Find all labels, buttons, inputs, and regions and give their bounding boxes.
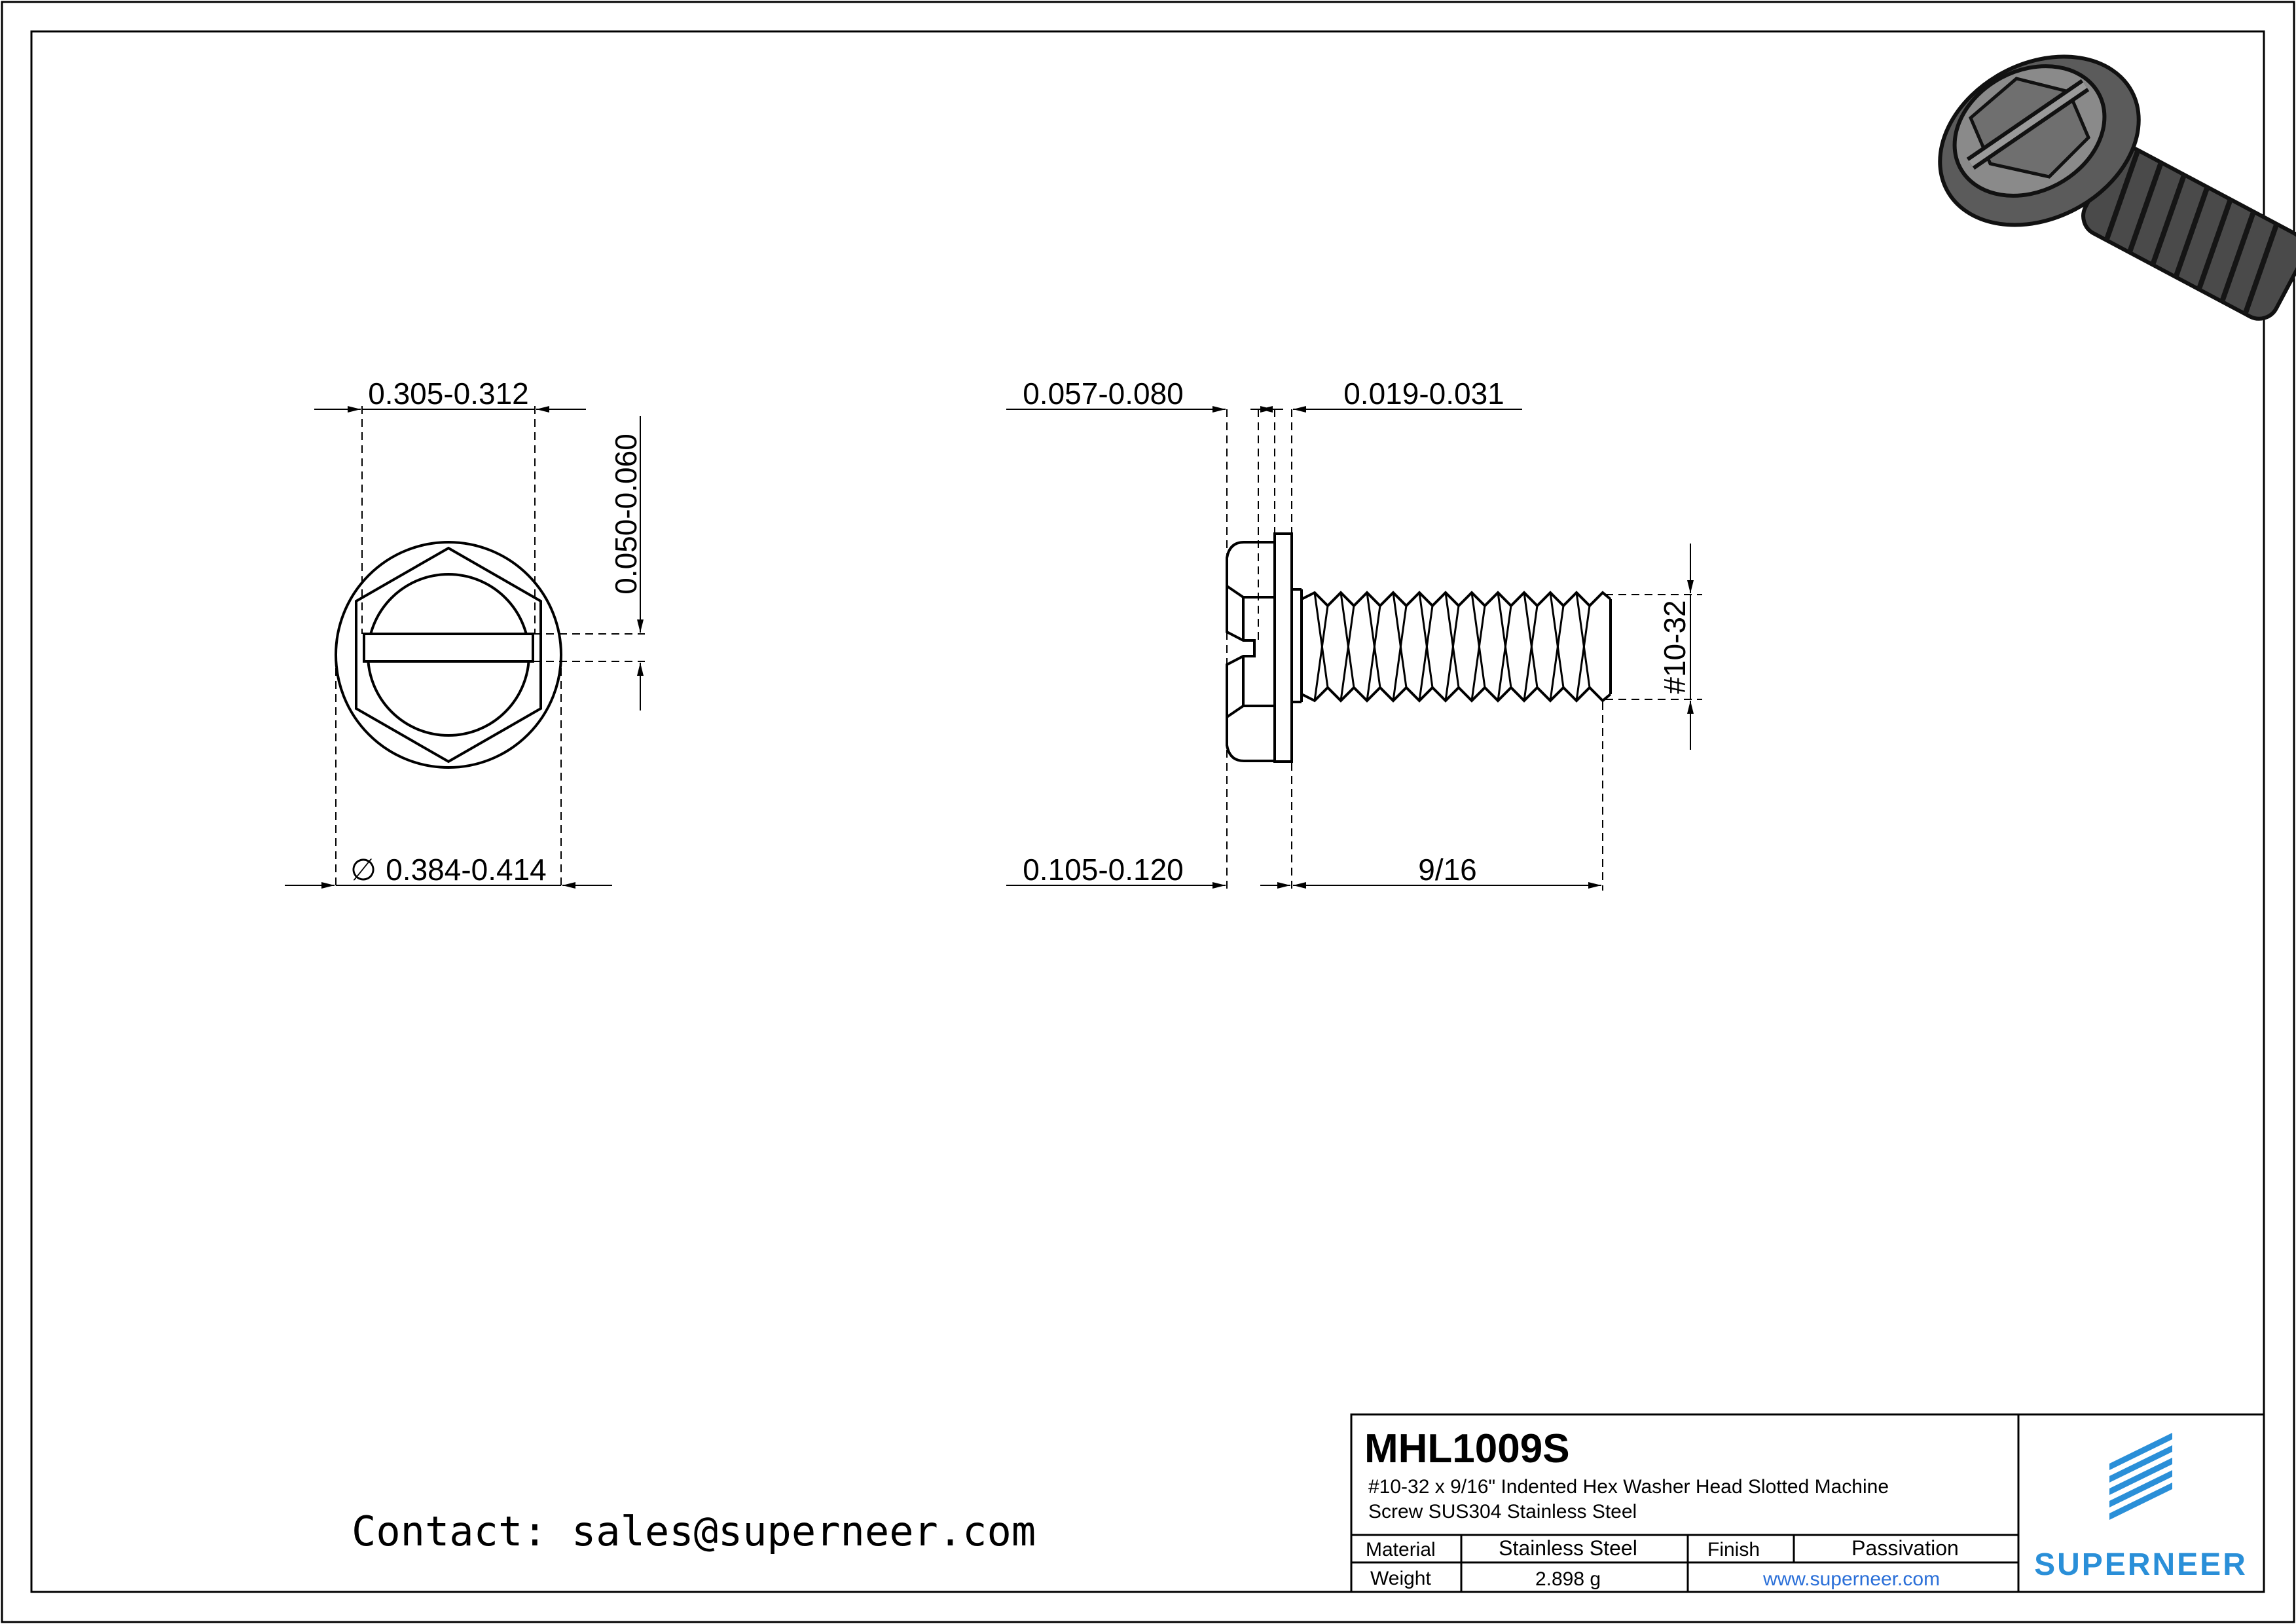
finish-label: Finish [1707, 1539, 1760, 1560]
finish-value: Passivation [1851, 1536, 1959, 1560]
outer-border [2, 2, 2294, 1622]
weight-label: Weight [1370, 1568, 1431, 1589]
top-right-dim-label: 0.019-0.031 [1343, 377, 1504, 411]
washer-diameter-label: 0.384-0.414 [386, 853, 547, 887]
thread-top-edge [1302, 593, 1611, 606]
front-view [285, 377, 645, 891]
slot-width-label: 0.305-0.312 [368, 377, 529, 411]
thread-bottom-edge [1302, 688, 1611, 701]
top-left-dim-label: 0.057-0.080 [1023, 377, 1184, 411]
weight-value: 2.898 g [1535, 1568, 1601, 1590]
slot [364, 634, 533, 661]
inner-border [31, 31, 2264, 1592]
hex-head-profile [1227, 542, 1275, 761]
material-label: Material [1366, 1539, 1436, 1560]
website-link[interactable]: www.superneer.com [1762, 1568, 1941, 1590]
side-view [1006, 377, 1702, 891]
screw-3d-icon [1910, 24, 2296, 326]
bottom-left-dim-label: 0.105-0.120 [1023, 853, 1184, 887]
description-line-1: #10-32 x 9/16" Indented Hex Washer Head Slotted Machine [1368, 1476, 1889, 1498]
title-block [1351, 1414, 2264, 1592]
washer-flange [1275, 534, 1292, 762]
contact-text: Contact: sales@superneer.com [352, 1507, 1036, 1555]
length-label: 9/16 [1418, 853, 1477, 887]
brand-name: SUPERNEER [2034, 1547, 2248, 1582]
slot-depth-label: 0.050-0.060 [609, 434, 643, 595]
material-value: Stainless Steel [1499, 1536, 1637, 1560]
diameter-symbol: ∅ [350, 853, 377, 887]
thread-size-label: #10-32 [1658, 600, 1692, 694]
part-number: MHL1009S [1364, 1426, 1570, 1471]
description-line-2: Screw SUS304 Stainless Steel [1368, 1501, 1637, 1522]
